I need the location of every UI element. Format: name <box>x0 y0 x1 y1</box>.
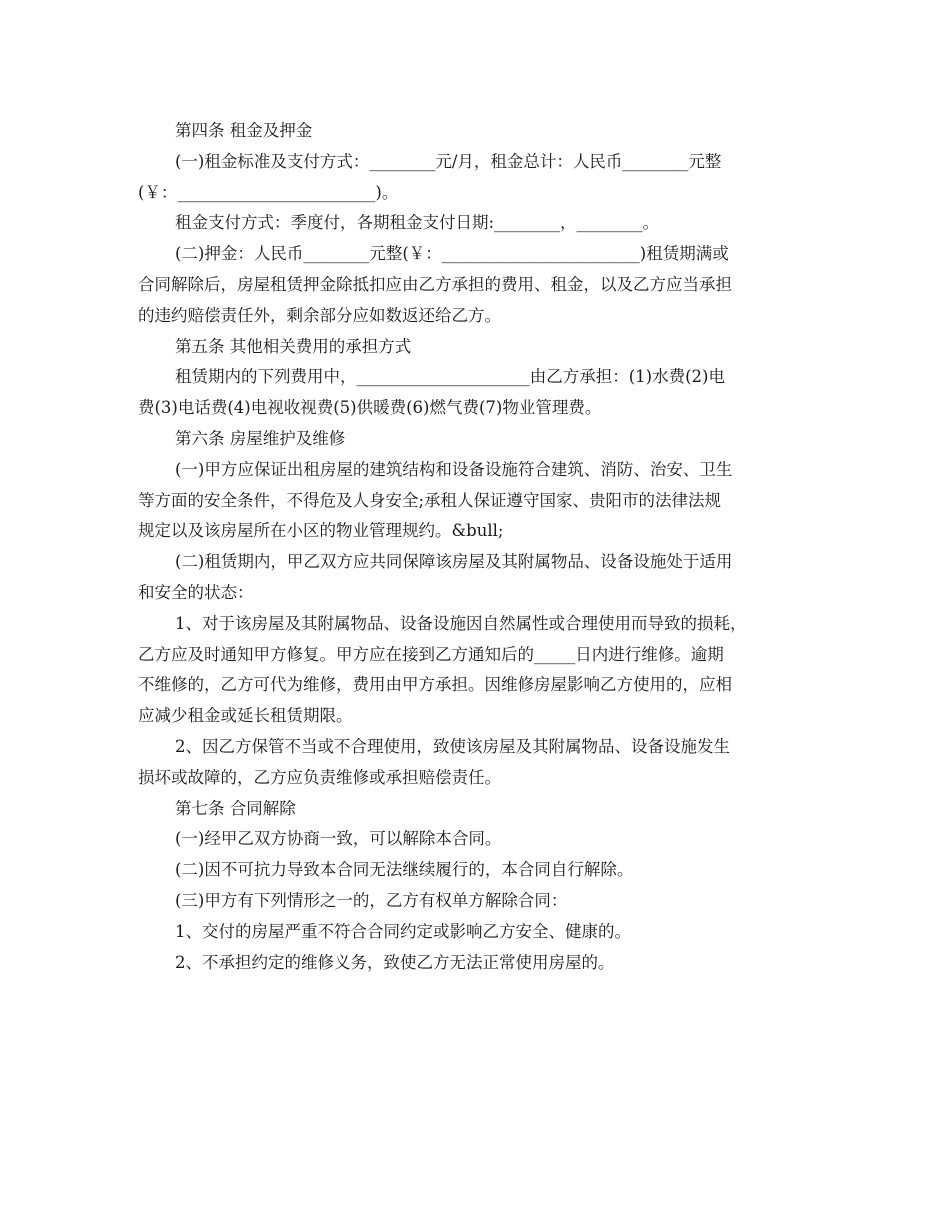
text-line: 乙方应及时通知甲方修复。甲方应在接到乙方通知后的_____日内进行维修。逾期 <box>138 644 724 664</box>
text-line: 的违约赔偿责任外，剩余部分应如数返还给乙方。 <box>138 305 501 325</box>
text-line: 不维修的，乙方可代为维修，费用由甲方承担。因维修房屋影响乙方使用的，应相 <box>138 675 732 695</box>
text-line: 租赁期内的下列费用中，_____________________由乙方承担：(1)水费(2)电 <box>175 367 725 387</box>
text-line: 规定以及该房屋所在小区的物业管理规约。&bull; <box>138 521 504 541</box>
text-line: 损坏或故障的，乙方应负责维修或承担赔偿责任。 <box>138 767 501 787</box>
text-line: (一)经甲乙双方协商一致，可以解除本合同。 <box>175 829 502 849</box>
text-line: 应减少租金或延长租赁期限。 <box>138 706 353 726</box>
text-line: 合同解除后，房屋租赁押金除抵扣应由乙方承担的费用、租金，以及乙方应当承担 <box>138 274 732 294</box>
text-line: 第四条 租金及押金 <box>175 121 313 140</box>
text-line: 1、对于该房屋及其附属物品、设备设施因自然属性或合理使用而导致的损耗， <box>175 613 747 633</box>
contract-page <box>138 116 818 978</box>
text-line: 2、不承担约定的维修义务，致使乙方无法正常使用房屋的。 <box>175 952 615 972</box>
text-line: 1、交付的房屋严重不符合合同约定或影响乙方安全、健康的。 <box>175 921 631 941</box>
text-line: 和安全的状态： <box>138 582 254 602</box>
text-line: 租金支付方式：季度付，各期租金支付日期:________，________。 <box>175 213 660 233</box>
text-line: (三)甲方有下列情形之一的，乙方有权单方解除合同： <box>175 890 568 910</box>
text-line: 费(3)电话费(4)电视收视费(5)供暖费(6)燃气费(7)物业管理费。 <box>138 398 602 418</box>
text-line: (￥：________________________)。 <box>138 182 399 202</box>
text-line: 2、因乙方保管不当或不合理使用，致使该房屋及其附属物品、设备设施发生 <box>175 736 730 756</box>
text-line: 等方面的安全条件，不得危及人身安全;承租人保证遵守国家、贵阳市的法律法规 <box>138 490 722 510</box>
text-line: (一)甲方应保证出租房屋的建筑结构和设备设施符合建筑、消防、治安、卫生 <box>175 459 733 479</box>
text-line: (二)因不可抗力导致本合同无法继续履行的，本合同自行解除。 <box>175 860 634 880</box>
text-line: (一)租金标准及支付方式：________元/月，租金总计：人民币________元整 <box>175 151 722 171</box>
text-line: (二)押金：人民币________元整(￥：________________________)租赁期满或 <box>175 244 729 264</box>
text-line: 第五条 其他相关费用的承担方式 <box>175 336 412 356</box>
text-line: 第七条 合同解除 <box>175 798 296 818</box>
text-line: 第六条 房屋维护及维修 <box>175 428 346 448</box>
text-line: (二)租赁期内，甲乙双方应共同保障该房屋及其附属物品、设备设施处于适用 <box>175 552 733 572</box>
